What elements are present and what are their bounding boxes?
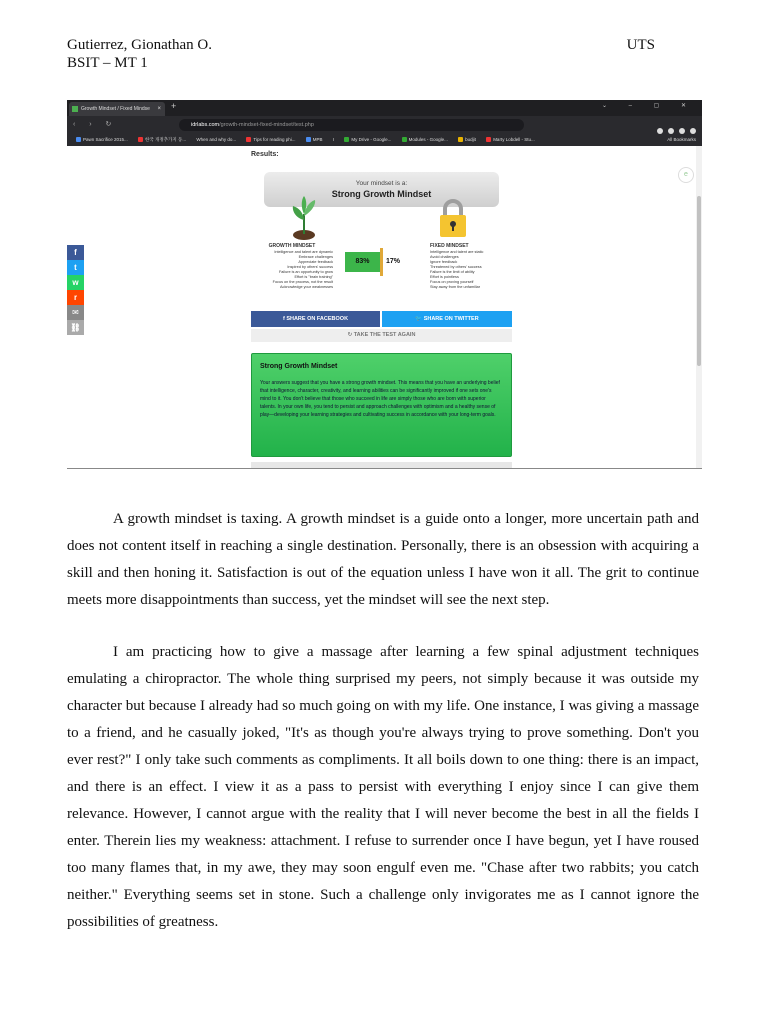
link-icon[interactable]: ⛓ [67,320,84,335]
fixed-trait: Stay away from the unfamiliar [430,285,481,289]
growth-trait: Appreciate feedback [298,260,333,264]
window-controls[interactable]: ⌄ – ▢ ✕ [601,103,696,109]
facebook-icon[interactable]: f [67,245,84,260]
result-title: Strong Growth Mindset [260,363,338,370]
whatsapp-icon[interactable]: w [67,275,84,290]
bookmark-label: Tips for reading phi... [253,137,296,142]
growth-trait: Embrace challenges [298,255,333,259]
bookmark-item[interactable] [344,134,391,146]
body-paragraph: I am practicing how to give a massage after learning a few spinal adjustment techniques emulating a chiropractor. The whole thing surprised my peers, not simply because it was outside my character but because I already had so much going on with my life. One instance, I was giving a massage to a friend, and he casually joked, "It's as though you're always trying to prove something. Don't you ever rest?" I only take such comments as compliments. It all boils down to one thing: there is an impact, and there is an effect. I view it as a pass to persist with everything I enjoy since I can give them relevance. However, I cannot argue with the reality that I will never become the best in all the fields I enter. Therein lies my weakness: attachment. I refuse to surrender once I have begun, yet I have roused too many flames that, in my awe, they may soon engulf even me. "Chase after two rabbits; you catch neither." Everything seems set in stone. Such a challenge only invigorates me as I cannot ignore the possibilities of greatness. [67,644,699,930]
bookmark-label: budjit [465,137,476,142]
twitter-icon[interactable]: t [67,260,84,275]
fixed-heading: FIXED MINDSET [430,243,469,249]
new-tab-icon[interactable]: + [171,101,177,111]
bookmark-icon [76,137,81,142]
body-paragraph: A growth mindset is taxing. A growth mindset is a guide onto a longer, more uncertain path and does not content itself in reaching a single destination. Personally, there is an obsession with acquiring a skill and then honing it. Satisfaction is out of the equation unless I have won it all. The grit to continue meets more disappointments than success, yet the mindset will see the next step. [67,511,699,608]
bookmark-item[interactable] [138,134,186,146]
embedded-screenshot [67,100,702,469]
drive-icon [402,137,407,142]
bookmark-item[interactable] [76,134,128,146]
fixed-trait: Effort is pointless [430,275,459,279]
share-facebook-button[interactable]: f SHARE ON FACEBOOK [251,311,380,327]
address-bar[interactable] [179,119,524,131]
bookmark-label: 한국 개정추가지 동... [145,137,187,142]
bookmark-label: I [332,137,335,142]
feedback-icon[interactable]: e [678,167,694,183]
fixed-trait: Avoid challenges [430,255,459,259]
browser-tab-bar [67,100,702,116]
growth-trait: Inspired by others' success [287,265,333,269]
bookmark-item[interactable] [306,134,323,146]
youtube-icon [486,137,491,142]
student-section: BSIT – MT 1 [67,55,148,71]
bookmark-item[interactable] [196,134,236,146]
tab-title: Growth Mindset / Fixed Mindse [81,106,150,112]
social-sidebar [67,245,84,335]
bookmark-label: MPB [312,137,323,142]
browser-tab[interactable] [69,102,165,116]
all-bookmarks[interactable]: All Bookmarks [667,137,696,142]
next-section-strip [251,462,512,468]
student-name: Gutierrez, Gionathan O. [67,37,212,53]
lock-icon [437,198,469,238]
bookmark-label: Marty Lobdell - Stu... [493,137,535,142]
url-path: /growth-mindset-fixed-mindset/test.php [219,122,314,128]
bookmark-item[interactable] [486,134,535,146]
favicon-icon [72,106,78,112]
mindset-meter [345,252,415,272]
drive-icon [344,137,349,142]
bookmark-icon [306,137,311,142]
bookmark-item[interactable] [402,134,448,146]
fixed-trait: Ignore feedback [430,260,458,264]
bookmark-label: When and why do... [196,137,237,142]
share-twitter-button[interactable]: 🐦 SHARE ON TWITTER [382,311,512,327]
fixed-trait: Threatened by others' success [430,265,482,269]
growth-heading: GROWTH MINDSET [268,243,316,249]
meter-divider [380,248,383,276]
bookmark-label: Pawn Sacrifice 2015... [83,137,128,142]
result-description-box [251,353,512,457]
result-body: Your answers suggest that you have a strong growth mindset. This means that you have an underlying belief that intelligence, character, creativity, and learning abilities can be significantly improved if one sets one's mind to it. You don't believe that those who succeed in life are simply those who are born with superior talents. In your own life, you tend to persist and approach challenges with optimism and a healthy sense of play—developing your learning strategies and cultivating success in accordance with your long-term goals. [260,380,500,418]
browser-toolbar [67,116,702,134]
mindset-label: Your mindset is a: [355,180,408,187]
plant-icon [289,194,319,240]
bookmark-label: My Drive - Google... [351,137,392,142]
url-host: idrlabs.com [191,122,220,128]
take-test-again-button[interactable]: ↻ TAKE THE TEST AGAIN [251,329,512,342]
growth-trait: Focus on the process, not the result [272,280,333,284]
email-icon[interactable]: ✉ [67,305,84,320]
bookmark-icon [458,137,463,142]
fixed-trait: Failure is the limit of ability [430,270,475,274]
fixed-trait: Intelligence and talent are static [430,250,484,254]
bookmarks-bar [67,134,702,146]
growth-trait: Failure is an opportunity to grow [278,270,333,274]
youtube-icon [246,137,251,142]
growth-percent: 83% [345,252,380,272]
fixed-trait: Focus on proving yourself [430,280,474,284]
document-header [67,36,701,72]
fixed-percent: 17% [386,258,401,265]
scrollbar-thumb[interactable] [697,196,701,366]
growth-mindset-column [251,243,333,290]
page-scrollbar[interactable] [696,146,702,468]
close-tab-icon[interactable]: × [157,106,161,112]
bookmark-item[interactable] [333,134,334,146]
mindset-result: Strong Growth Mindset [331,189,432,199]
bookmark-label: Modules - Google... [408,137,448,142]
results-label: Results: [251,151,279,158]
growth-trait: Effort is "brain training" [294,275,333,279]
reddit-icon[interactable]: r [67,290,84,305]
fixed-mindset-column [430,243,520,290]
web-page [67,146,702,468]
nav-buttons[interactable]: ‹ › ↻ [73,121,118,128]
bookmark-item[interactable] [458,134,476,146]
youtube-icon [138,137,143,142]
growth-trait: Acknowledge your weaknesses [280,285,333,289]
bookmark-item[interactable] [246,134,295,146]
growth-trait: Intelligence and talent are dynamic [274,250,333,254]
course-code: UTS [626,37,655,53]
